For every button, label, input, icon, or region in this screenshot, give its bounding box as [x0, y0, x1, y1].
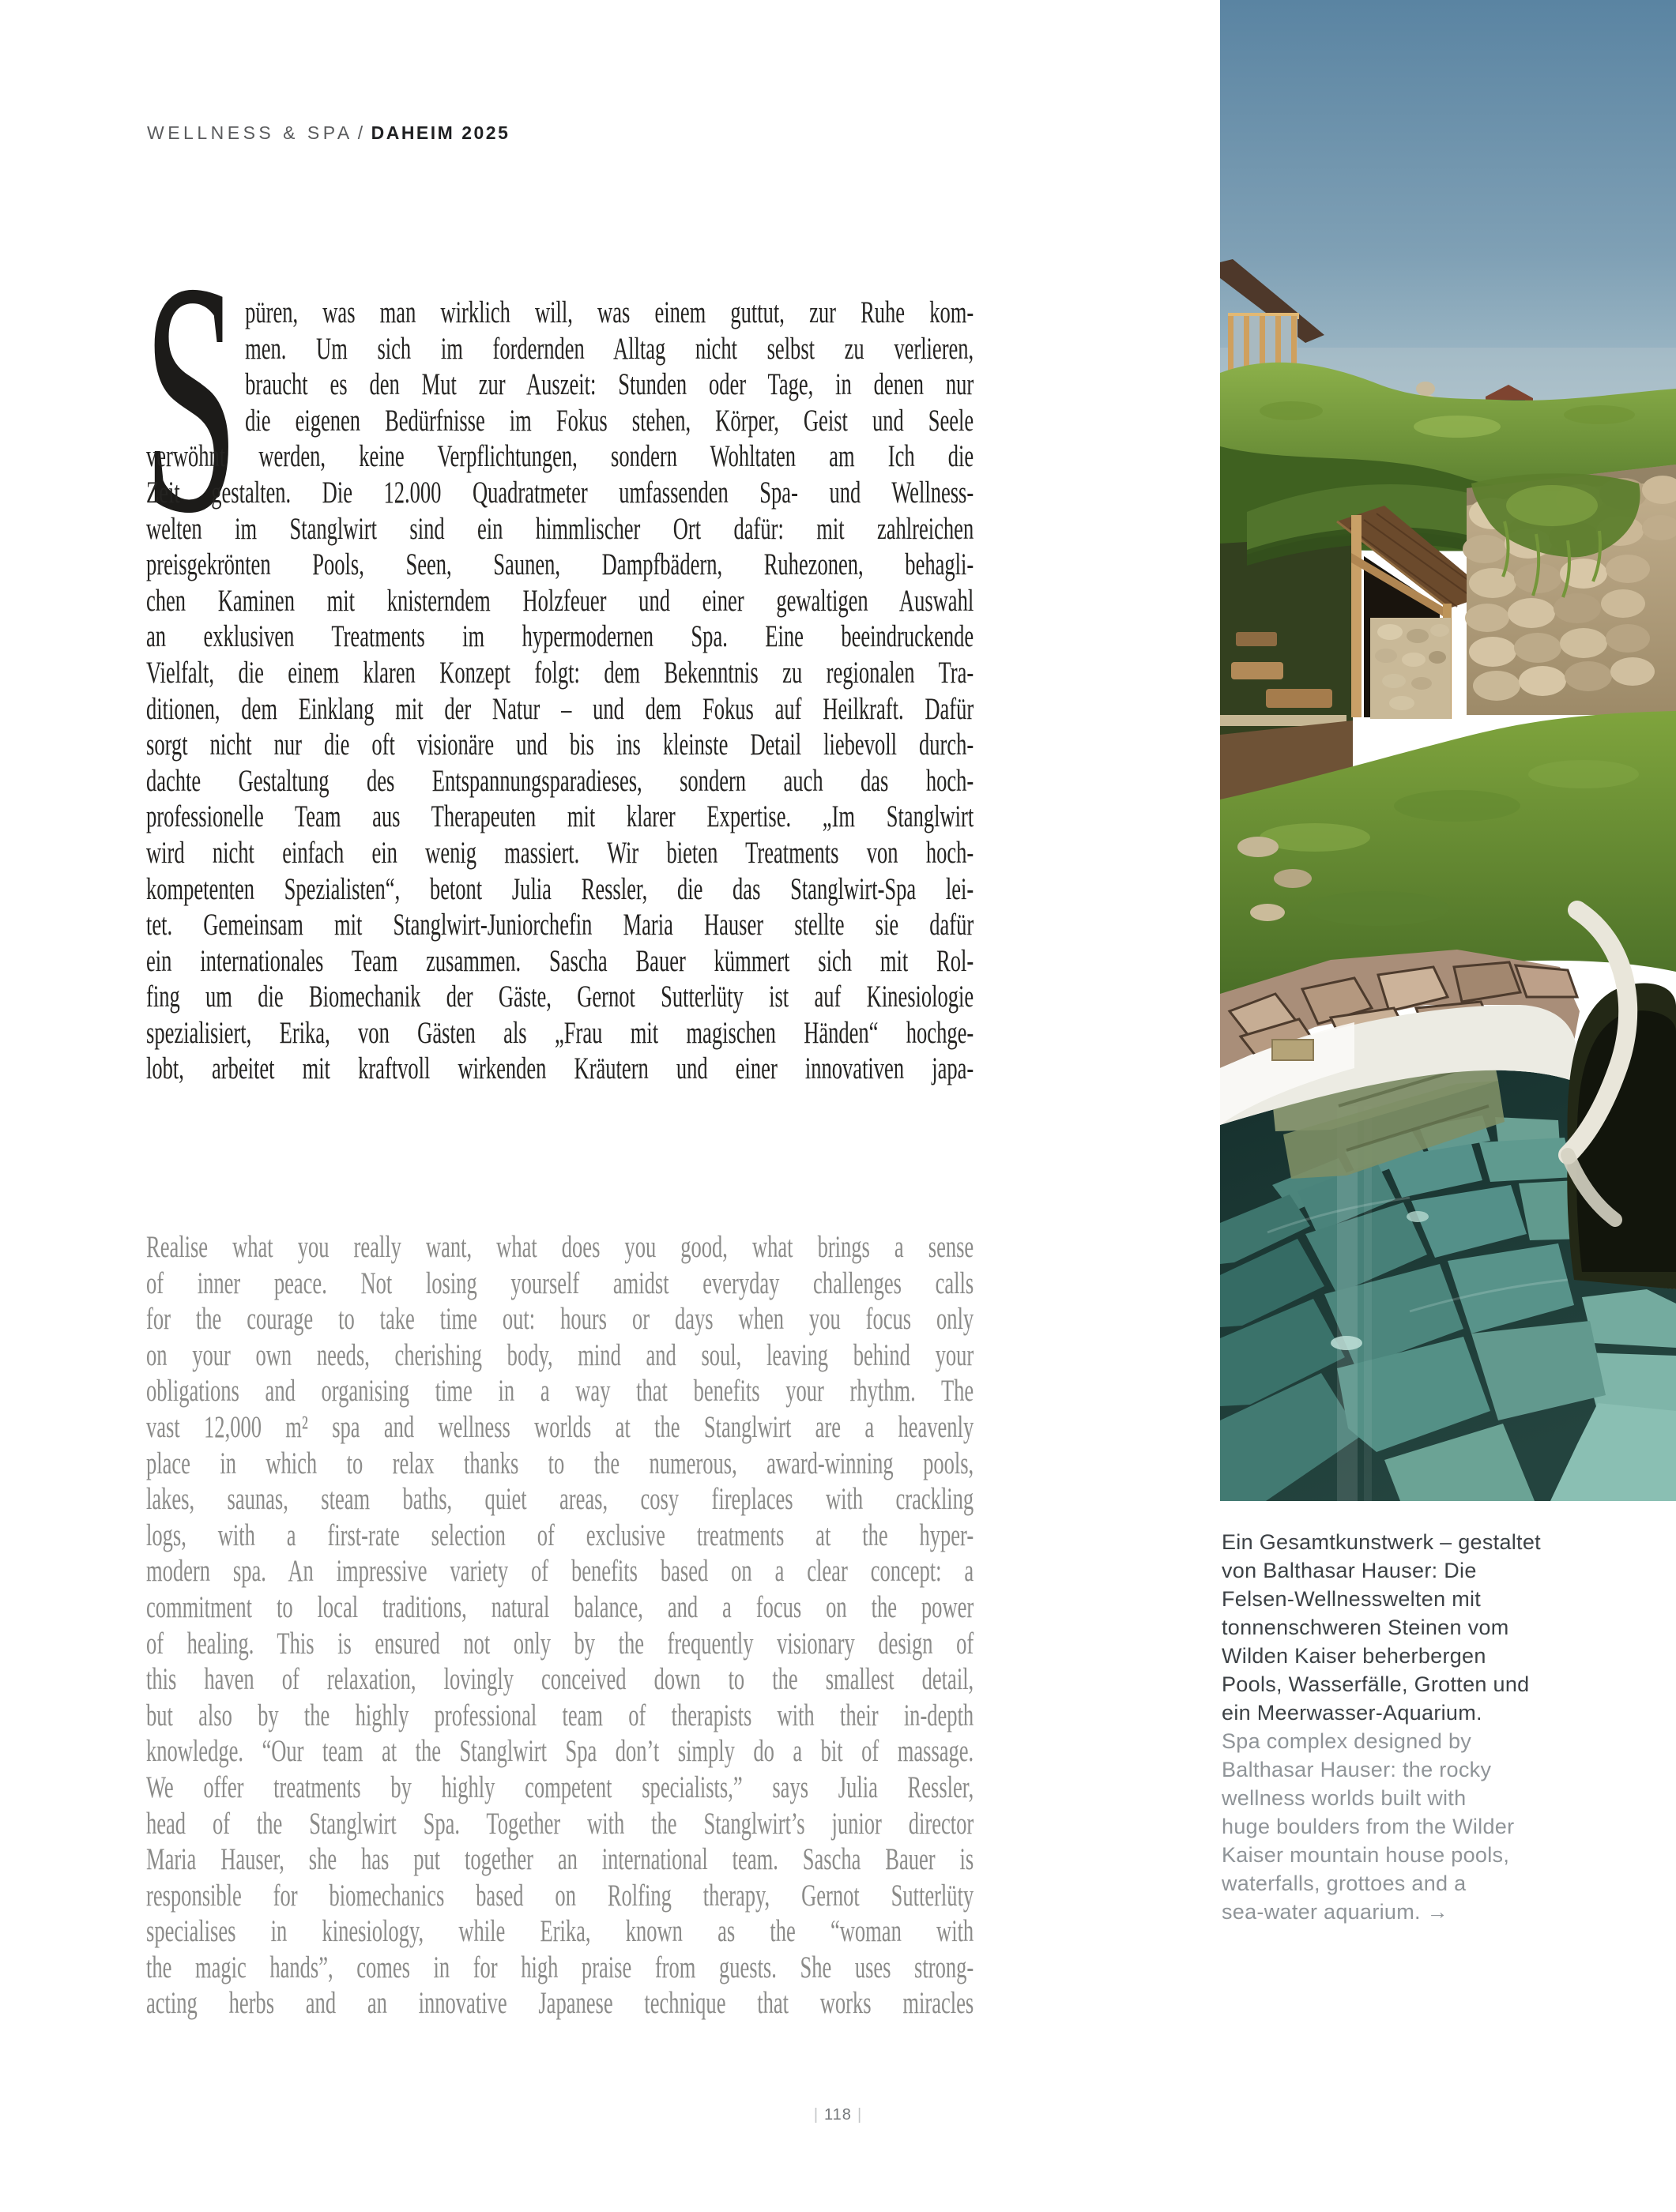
spa-pool-illustration	[1220, 0, 1676, 1501]
english-text-line: logs, with a first-rate selection of exclusive treatments at the hyper-	[146, 1518, 974, 1552]
english-text-line: modern spa. An impressive variety of benefits based on a clear concept: a	[146, 1554, 974, 1589]
english-text-line: Maria Hauser, she has put together an international team. Sascha Bauer is	[146, 1842, 974, 1877]
caption-english-line: Spa complex designed by	[1222, 1729, 1472, 1753]
caption-english-line: Balthasar Hauser: the rocky	[1222, 1758, 1492, 1781]
german-text-line: fing um die Biomechanik der Gäste, Gernot Sutterlüty ist auf Kinesiologie	[146, 980, 974, 1014]
english-text-line: responsible for biomechanics based on Rolfing therapy, Gernot Sutterlüty	[146, 1878, 974, 1913]
drop-cap: S	[143, 214, 239, 581]
english-text-line: specialises in kinesiology, while Erika, known as the “woman with	[146, 1914, 974, 1949]
german-text-line: an exklusiven Treatments im hypermodernen Spa. Eine beeindruckende	[146, 619, 974, 654]
caption-german-line: tonnenschweren Steinen vom	[1222, 1616, 1509, 1639]
german-text-line: püren, was man wirklich will, was einem guttut, zur Ruhe kom-	[245, 295, 974, 329]
german-text-line: professionelle Team aus Therapeuten mit klarer Expertise. „Im Stanglwirt	[146, 799, 974, 834]
german-text-line: kompetenten Spezialisten“, betont Julia Ressler, die das Stanglwirt-Spa lei-	[146, 871, 974, 906]
kicker-separator: /	[357, 122, 367, 143]
english-text-line: Realise what you really want, what does you good, what brings a sense	[146, 1230, 974, 1264]
german-text-line: welten im Stanglwirt sind ein himmlischer Ort dafür: mit zahlreichen	[146, 511, 974, 546]
german-text-line: wird nicht einfach ein wenig massiert. Wir bieten Treatments von hoch-	[146, 835, 974, 870]
german-text-line: braucht es den Mut zur Auszeit: Stunden oder Tage, in denen nur	[245, 367, 974, 402]
english-text-line: the magic hands”, comes in for high praise from guests. She uses strong-	[146, 1950, 974, 1984]
german-text-line: dachte Gestaltung des Entspannungsparadieses, sondern auch das hoch-	[146, 763, 974, 798]
english-text-line: lakes, saunas, steam baths, quiet areas, cosy fireplaces with crackling	[146, 1482, 974, 1517]
section-kicker	[147, 122, 510, 144]
german-text-line: chen Kaminen mit knisterndem Holzfeuer und einer gewaltigen Auswahl	[146, 583, 974, 618]
caption-english	[1222, 1727, 1593, 1926]
german-text-line: Zeit gestalten. Die 12.000 Quadratmeter umfassenden Spa- und Wellness-	[146, 475, 974, 510]
english-text-line: place in which to relax thanks to the numerous, award-winning pools,	[146, 1446, 974, 1480]
caption-german-line: Felsen-Wellnesswelten mit	[1222, 1587, 1482, 1611]
caption-german	[1222, 1528, 1593, 1727]
english-text-line: head of the Stanglwirt Spa. Together with the Stanglwirt’s junior director	[146, 1806, 974, 1841]
caption-german-line: Pools, Wasserfälle, Grotten und	[1222, 1672, 1530, 1696]
caption-english-line: huge boulders from the Wilder	[1222, 1815, 1515, 1838]
english-text-line: this haven of relaxation, lovingly conceived down to the smallest detail,	[146, 1662, 974, 1697]
german-text-line: lobt, arbeitet mit kraftvoll wirkenden Kräutern und einer innovativen japa-	[146, 1051, 974, 1086]
page-number-right-bar: |	[857, 2106, 863, 2124]
german-text-line: sorgt nicht nur die oft visionäre und bis ins kleinste Detail liebevoll durch-	[146, 728, 974, 762]
caption-english-line: sea-water aquarium. →	[1222, 1900, 1448, 1924]
caption-german-line: von Balthasar Hauser: Die	[1222, 1559, 1477, 1582]
caption-german-line: Wilden Kaiser beherbergen	[1222, 1644, 1486, 1668]
german-text-line: preisgekrönten Pools, Seen, Saunen, Dampfbädern, Ruhezonen, behagli-	[146, 547, 974, 582]
english-text-line: vast 12,000 m² spa and wellness worlds at the Stanglwirt are a heavenly	[146, 1409, 974, 1444]
english-text-line: but also by the highly professional team of therapists with their in-depth	[146, 1698, 974, 1732]
english-text-line: obligations and organising time in a way that benefits your rhythm. The	[146, 1374, 974, 1409]
german-text-line: Vielfalt, die einem klaren Konzept folgt: dem Bekenntnis zu regionalen Tra-	[146, 655, 974, 690]
german-text-line: tet. Gemeinsam mit Stanglwirt-Juniorchefin Maria Hauser stellte sie dafür	[146, 908, 974, 942]
caption-english-line: Kaiser mountain house pools,	[1222, 1843, 1510, 1867]
german-text-line: spezialisiert, Erika, von Gästen als „Frau mit magischen Händen“ hochge-	[146, 1015, 974, 1050]
caption-english-line: waterfalls, grottoes and a	[1222, 1872, 1467, 1895]
german-text-line: die eigenen Bedürfnisse im Fokus stehen, Körper, Geist und Seele	[245, 403, 974, 438]
caption-german-line: ein Meerwasser-Aquarium.	[1222, 1701, 1482, 1725]
english-text-line: We offer treatments by highly competent specialists,” says Julia Ressler,	[146, 1770, 974, 1804]
german-text-line: men. Um sich im fordernden Alltag nicht selbst zu verlieren,	[245, 331, 974, 366]
section-label: WELLNESS & SPA	[147, 122, 353, 143]
issue-label: DAHEIM 2025	[371, 122, 510, 143]
english-text-line: commitment to local traditions, natural balance, and a focus on the power	[146, 1589, 974, 1624]
english-text-line: on your own needs, cherishing body, mind and soul, leaving behind your	[146, 1337, 974, 1372]
caption-german-line: Ein Gesamtkunstwerk – gestaltet	[1222, 1530, 1541, 1554]
page-number-left-bar: |	[813, 2106, 819, 2124]
english-text-line: of healing. This is ensured not only by the frequently visionary design of	[146, 1626, 974, 1661]
english-text-line: for the courage to take time out: hours or days when you focus only	[146, 1302, 974, 1337]
english-text-line: of inner peace. Not losing yourself amidst everyday challenges calls	[146, 1266, 974, 1300]
caption-english-line: wellness worlds built with	[1222, 1786, 1467, 1810]
english-paragraph	[146, 1229, 974, 2022]
german-text-line: ein internationales Team zusammen. Sascha Bauer kümmert sich mit Rol-	[146, 943, 974, 978]
page-number	[0, 2106, 1676, 2124]
german-text-line: ditionen, dem Einklang mit der Natur – und dem Fokus auf Heilkraft. Dafür	[146, 691, 974, 726]
english-text-line: knowledge. “Our team at the Stanglwirt Spa don’t simply do a bit of massage.	[146, 1734, 974, 1769]
spa-pool-photo	[1220, 0, 1676, 1501]
german-text-line: verwöhnt werden, keine Verpflichtungen, sondern Wohltaten am Ich die	[146, 439, 974, 474]
german-paragraph	[146, 295, 974, 1087]
english-text-line: acting herbs and an innovative Japanese technique that works miracles	[146, 1986, 974, 2021]
photo-caption	[1222, 1528, 1593, 1926]
page-number-value: 118	[824, 2106, 852, 2124]
